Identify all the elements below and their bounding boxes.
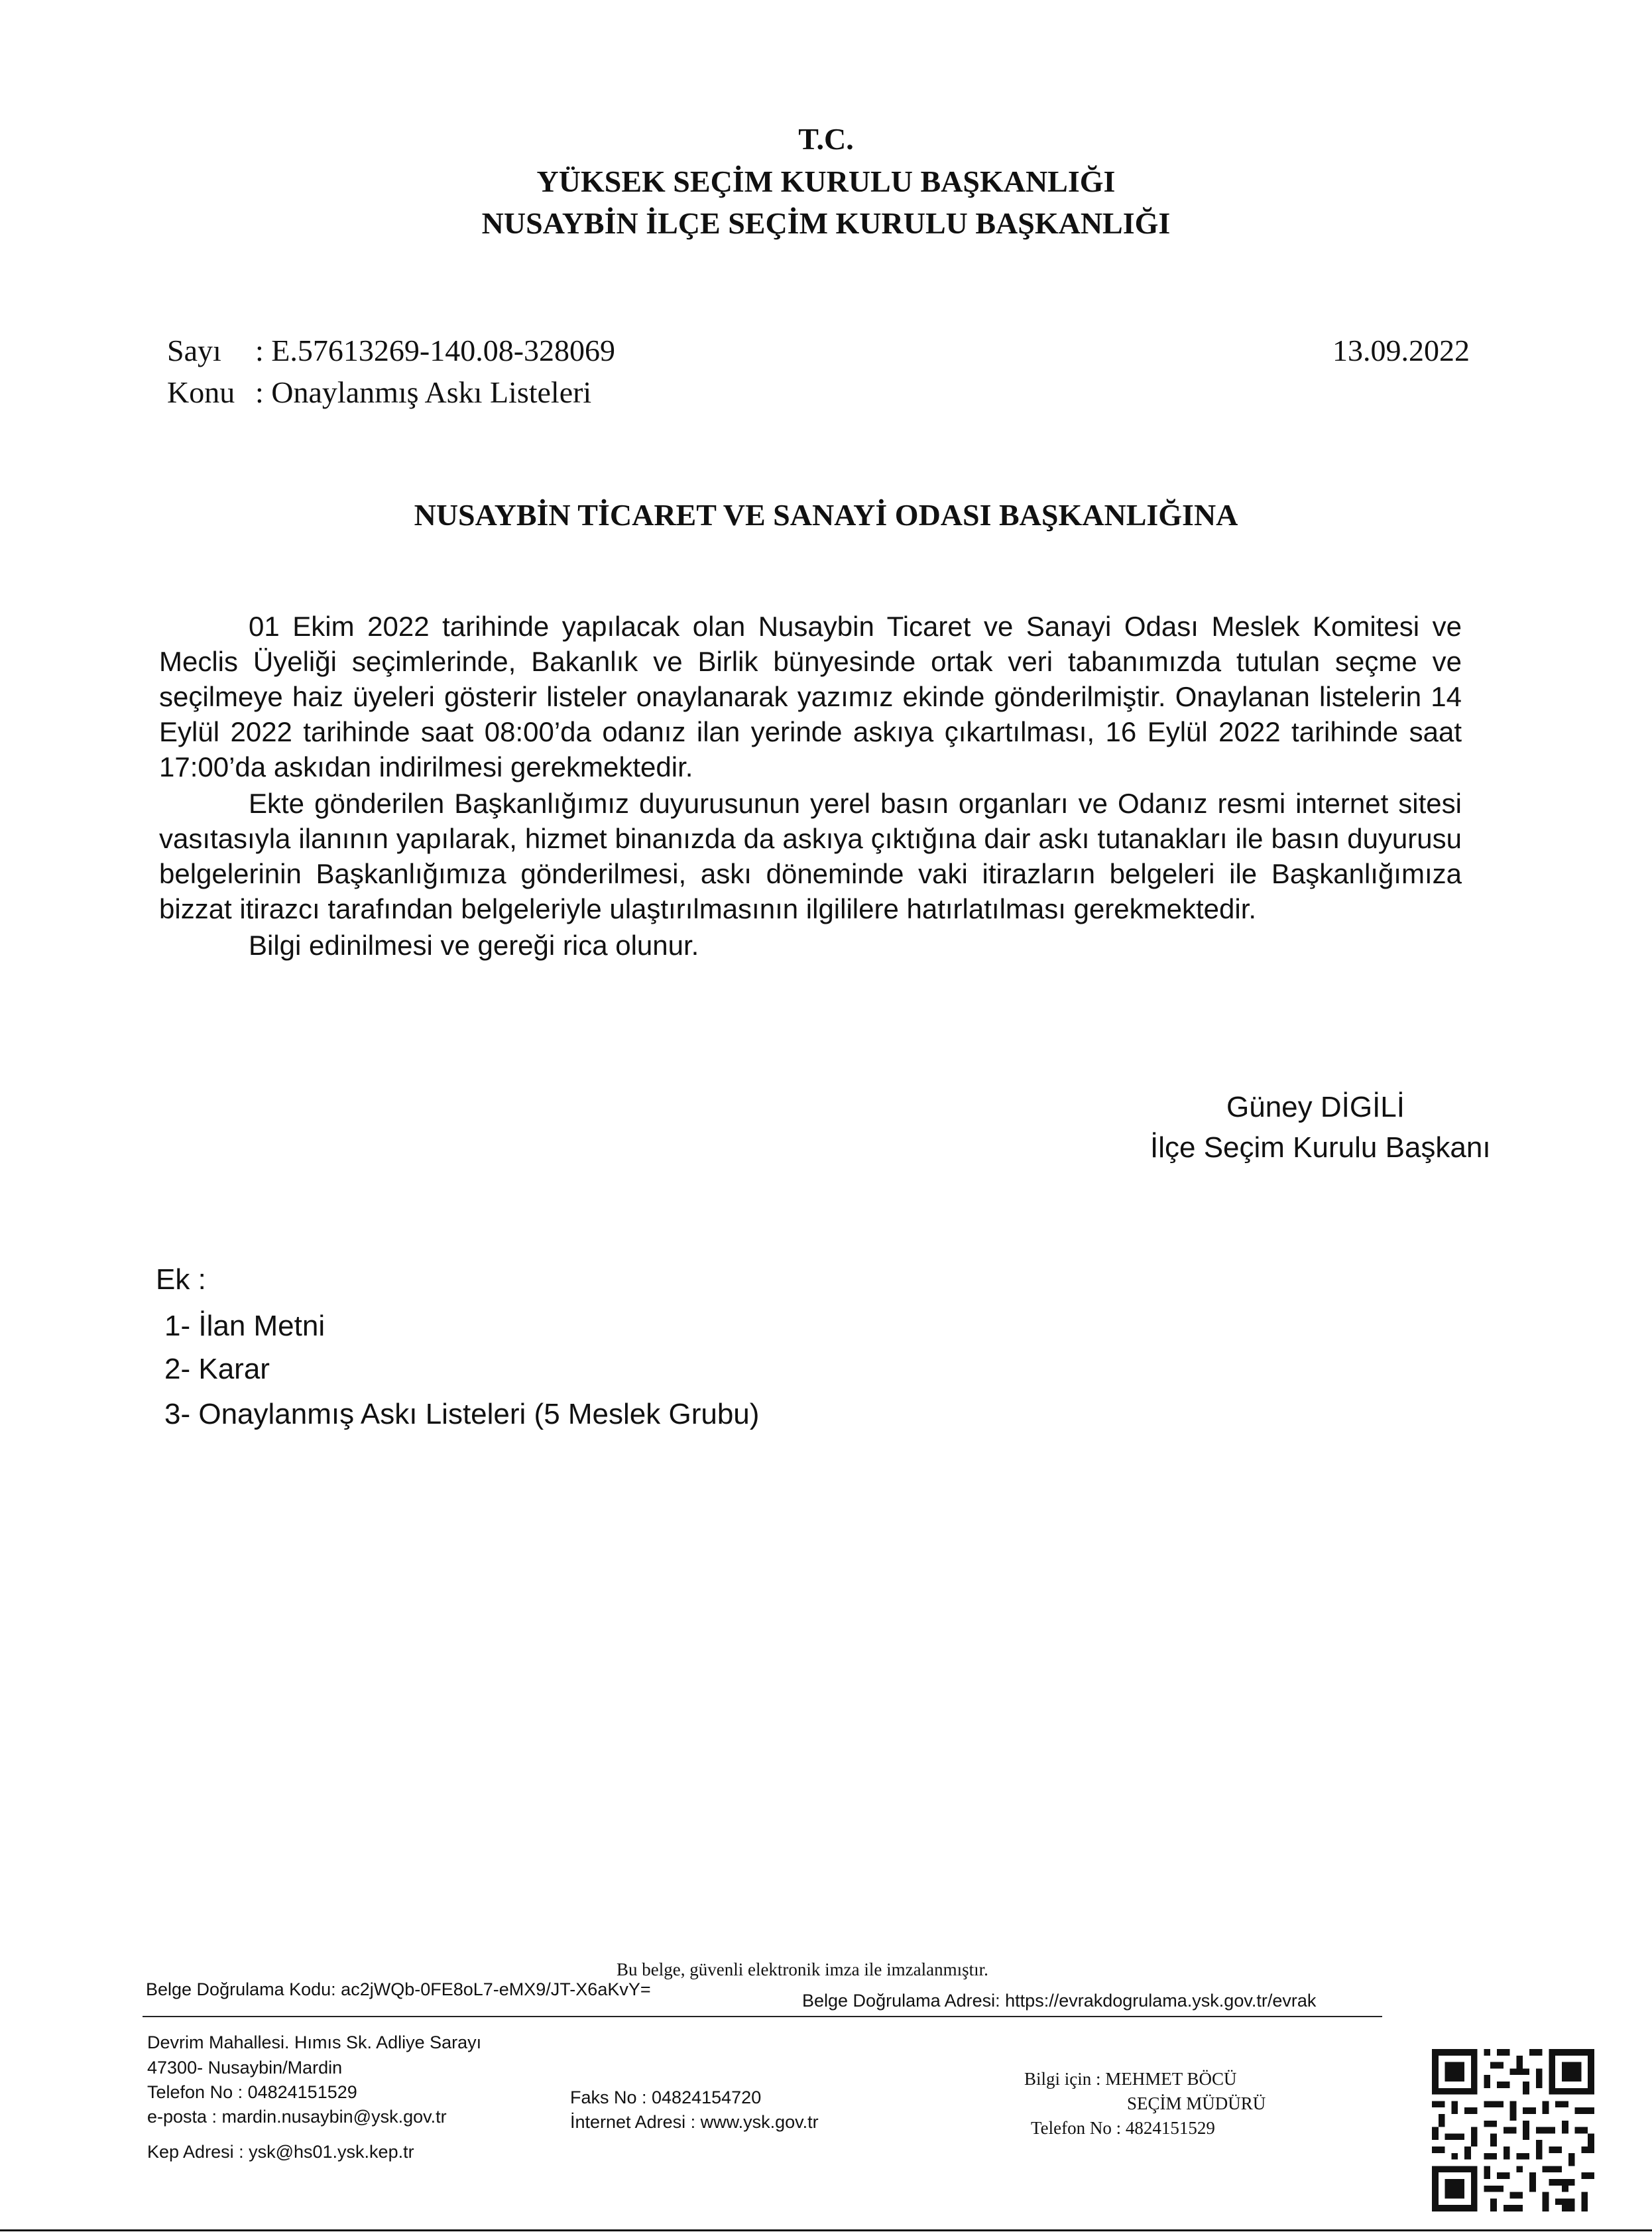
document-date: 13.09.2022 — [1332, 334, 1470, 367]
sayi-value: : E.57613269-140.08-328069 — [255, 334, 616, 367]
contact-person: Bilgi için : MEHMET BÖCÜ — [1024, 2069, 1237, 2089]
paragraph-3: Bilgi edinilmesi ve gereği rica olunur. — [249, 930, 699, 961]
paragraph-2: Ekte gönderilen Başkanlığımız duyurusunun yerel basın organları ve Odanız resmi internet sitesi vasıtasıyla ilanının yapılarak, hizmet binanızda da askıya çıktığına dair askı tutanakları ile basın duyurusu belgelerinin Başkanlığımıza gönderilmesi, askı döneminde vaki itirazların belgeleri ile Başkanlığımıza bizzat itirazcı tarafından belgeleriyle ulaştırılmasının ilgililere hatırlatılması gerekmektedir. — [159, 788, 1462, 924]
verification-code: Belge Doğrulama Kodu: ac2jWQb-0FE8oL7-eMX9/JT-X6aKvY= — [146, 1979, 651, 1999]
verification-address: Belge Doğrulama Adresi: https://evrakdogrulama.ysk.gov.tr/evrak — [802, 1991, 1317, 2011]
header-ilce: NUSAYBİN İLÇE SEÇİM KURULU BAŞKANLIĞI — [481, 206, 1171, 240]
address-line-2: 47300- Nusaybin/Mardin — [147, 2058, 343, 2078]
signatory-name: Güney DİGİLİ — [1226, 1091, 1405, 1123]
email-address: e-posta : mardin.nusaybin@ysk.gov.tr — [147, 2107, 447, 2127]
addressee: NUSAYBİN TİCARET VE SANAYİ ODASI BAŞKANLIĞINA — [414, 498, 1238, 532]
header-ysk: YÜKSEK SEÇİM KURULU BAŞKANLIĞI — [536, 164, 1116, 198]
qr-code-icon — [1432, 2049, 1594, 2211]
contact-title: SEÇİM MÜDÜRÜ — [1127, 2093, 1266, 2113]
footer-divider — [143, 2016, 1382, 2017]
website: İnternet Adresi : www.ysk.gov.tr — [570, 2112, 819, 2132]
signatory-title: İlçe Seçim Kurulu Başkanı — [1150, 1131, 1491, 1164]
attachments-label: Ek : — [156, 1263, 206, 1296]
esign-note: Bu belge, güvenli elektronik imza ile imzalanmıştır. — [617, 1960, 988, 1979]
contact-phone: Telefon No : 4824151529 — [1031, 2118, 1215, 2138]
kep-address: Kep Adresi : ysk@hs01.ysk.kep.tr — [147, 2142, 414, 2162]
letter-body — [159, 609, 1462, 963]
fax-number: Faks No : 04824154720 — [570, 2087, 762, 2107]
attachment-item: 3- Onaylanmış Askı Listeleri (5 Meslek Grubu) — [164, 1398, 760, 1430]
konu-label: Konu — [167, 375, 235, 409]
phone-number: Telefon No : 04824151529 — [147, 2082, 357, 2102]
header-tc: T.C. — [798, 122, 854, 156]
address-line-1: Devrim Mahallesi. Hımıs Sk. Adliye Sarayı — [147, 2032, 482, 2052]
attachment-item: 2- Karar — [164, 1353, 270, 1385]
konu-value: : Onaylanmış Askı Listeleri — [255, 375, 592, 409]
page-bottom-edge — [0, 2229, 1652, 2231]
paragraph-1: 01 Ekim 2022 tarihinde yapılacak olan Nusaybin Ticaret ve Sanayi Odası Meslek Komitesi ve Meclis Üyeliği seçimlerinde, Bakanlık ve Birlik bünyesinde ortak veri tabanımızda tutulan seçme ve seçilmeye haiz üyeleri gösterir listeler onaylanarak yazımız ekinde gönderilmiştir. Onaylanan listelerin 14 Eylül 2022 tarihinde saat 08:00’da odanız ilan yerinde askıya çıkartılması, 16 Eylül 2022 tarihinde saat 17:00’da askıdan indirilmesi gerekmektedir. — [159, 611, 1462, 782]
attachment-item: 1- İlan Metni — [164, 1310, 325, 1342]
sayi-label: Sayı — [167, 334, 221, 367]
